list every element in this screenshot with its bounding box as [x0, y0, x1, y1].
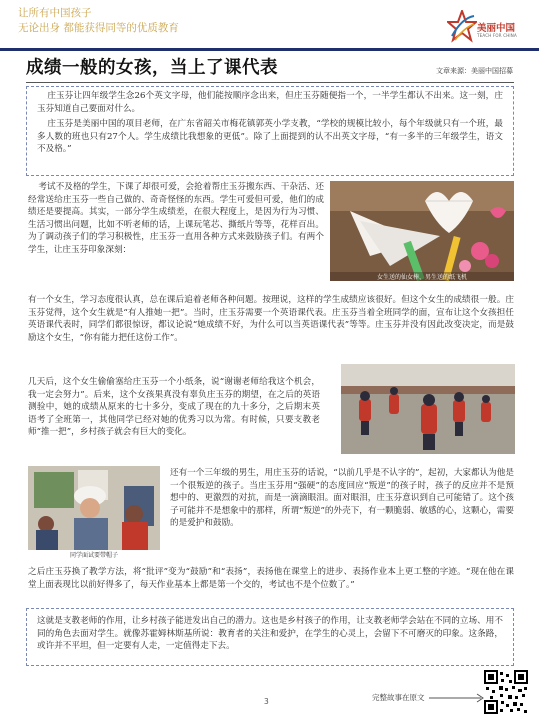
paragraph-1: 庄玉芬让四年级学生念26个英文字母，他们能按顺序念出来，但庄玉芬随便指一个，一半学生都认不出来。这一刻，庄玉芬知道自己要面对什么。	[37, 91, 503, 114]
paragraph-3: 考试不及格的学生，下课了却很可爱，会抢着帮庄玉芬搬东西、干杂活、还经常送给庄玉芬一些自己做的、奇奇怪怪的东西。学生可爱但可爱，他们的成绩还是要提高。其实，一部分学生成绩差，在很大程度上，是因为行为习惯、生活习惯出问题，比如不听老师的话，上课玩笔芯、撕纸片等等，花样百出。为了调动孩子们的学习积极性，庄玉芬一直用各种方式来鼓励孩子们。有两个学生，让庄玉芬印象深刻：	[28, 182, 324, 255]
paper-crafts-image	[330, 181, 514, 281]
intro-box	[26, 86, 514, 176]
paragraph-4: 有一个女生，学习态度很认真，总在课后追着老师各种问题。按理说，这样的学生成绩应该很好。但这个女生的成绩很一般。庄玉芬觉得，这个女生就是“有人推她一把”。当时，庄玉芬需要一个英语课代表。庄玉芬当着全班同学的面，宣布让这个女孩担任英语课代表时，同学们都很惊讶，都议论说“她成绩不好，为什么可以当英语课代表”等等。庄玉芬并没有因此改变决定，而是鼓励这个女生，“你有能力把任这份工作”。	[28, 295, 514, 343]
crafts-photo	[330, 181, 514, 281]
qr-code-icon	[484, 670, 528, 714]
arrow-right-icon	[427, 693, 487, 703]
quote-box	[26, 608, 514, 666]
article-source: 文章来源：美丽中国招募	[436, 67, 513, 75]
teach-for-china-logo	[447, 8, 523, 48]
read-more-link[interactable]	[372, 692, 487, 703]
photo1-caption: 女生送的仙女棒、男生送的纸飞机	[330, 272, 514, 281]
classroom-photo	[28, 466, 160, 558]
article-title: 成绩一般的女孩，当上了课代表	[26, 58, 278, 78]
paragraph-6: 还有一个三年级的男生，用庄玉芬的话说，“以前几乎是不认字的”，起初，大家都认为他是一个很叛逆的孩子。当庄玉芬用“强硬”的态度回应“叛逆”的孩子时，孩子的反应并不是预想中的、更激烈的对抗，而是一滴滴眼泪。面对眼泪，庄玉芬意识到自己可能错了。这个孩子可能并不是想象中的那样，所谓“叛逆”的外壳下，有一颗脆弱、敏感的心，这颗心，需要的是爱护和鼓励。	[170, 468, 514, 528]
playground-photo	[341, 364, 515, 454]
paragraph-5: 几天后，这个女生偷偷塞给庄玉芬一个小纸条，说“谢谢老师给我这个机会，我一定会努力”。后来，这个女孩果真没有辜负庄玉芬的期望，在之后的英语测验中，她的成绩从原来的七十多分，变成了现在的九十多分，之后期末英语考了全班第一，其他同学已经对她的优秀习以为常。有时候，只要支教老师“推一把”，乡村孩子就会有巨大的变化。	[28, 377, 320, 437]
slogan-line2: 无论出身 都能获得同等的优质教育	[18, 22, 179, 34]
title-rule	[26, 82, 514, 83]
qr-code[interactable]	[484, 670, 528, 714]
read-more-text: 完整故事在原文	[372, 693, 425, 702]
page-number: 3	[264, 697, 269, 706]
students-playground-image	[341, 364, 515, 454]
logo-subtitle: TEACH FOR CHINA	[477, 33, 517, 38]
star-logo-icon	[447, 10, 477, 44]
logo-name: 美丽中国	[477, 23, 516, 34]
header-divider	[0, 48, 539, 51]
photo3-caption: 同学面试要带帽子	[69, 552, 118, 558]
slogan	[18, 6, 179, 36]
closing-quote: 这就是支教老师的作用，让乡村孩子能迸发出自己的潜力。这也是乡村孩子的作用，让支教老师学会站在不同的立场、用不同的角色去面对学生。就像苏霍姆林斯基所说：教育者的关注和爱护，在学生的心灵上，会留下不可磨灭的印象。这条路，或许并不平坦，但一定要有人走，一定值得走下去。	[37, 616, 503, 651]
paragraph-7: 之后庄玉芬换了教学方法，将“批评”变为“鼓励”和“表扬”，表扬他在课堂上的进步、表扬作业本上更工整的字迹。“现在他在课堂上面表现比以前好得多了，每天作业基本上都是第一个交的，考试也不是个位数了。”	[28, 567, 514, 590]
classroom-hats-image	[28, 466, 160, 550]
paragraph-2: 庄玉芬是美丽中国的项目老师，在广东省韶关市梅花镇郭英小学支教，“学校的规模比较小，每个年级就只有一个班，最多人数的班也只有27个人。学生成绩比我想象的更低”。除了上面提到的认不出英文字母，“有一多半的三年级学生，语文不及格。”	[37, 119, 503, 154]
slogan-line1: 让所有中国孩子	[18, 7, 92, 19]
